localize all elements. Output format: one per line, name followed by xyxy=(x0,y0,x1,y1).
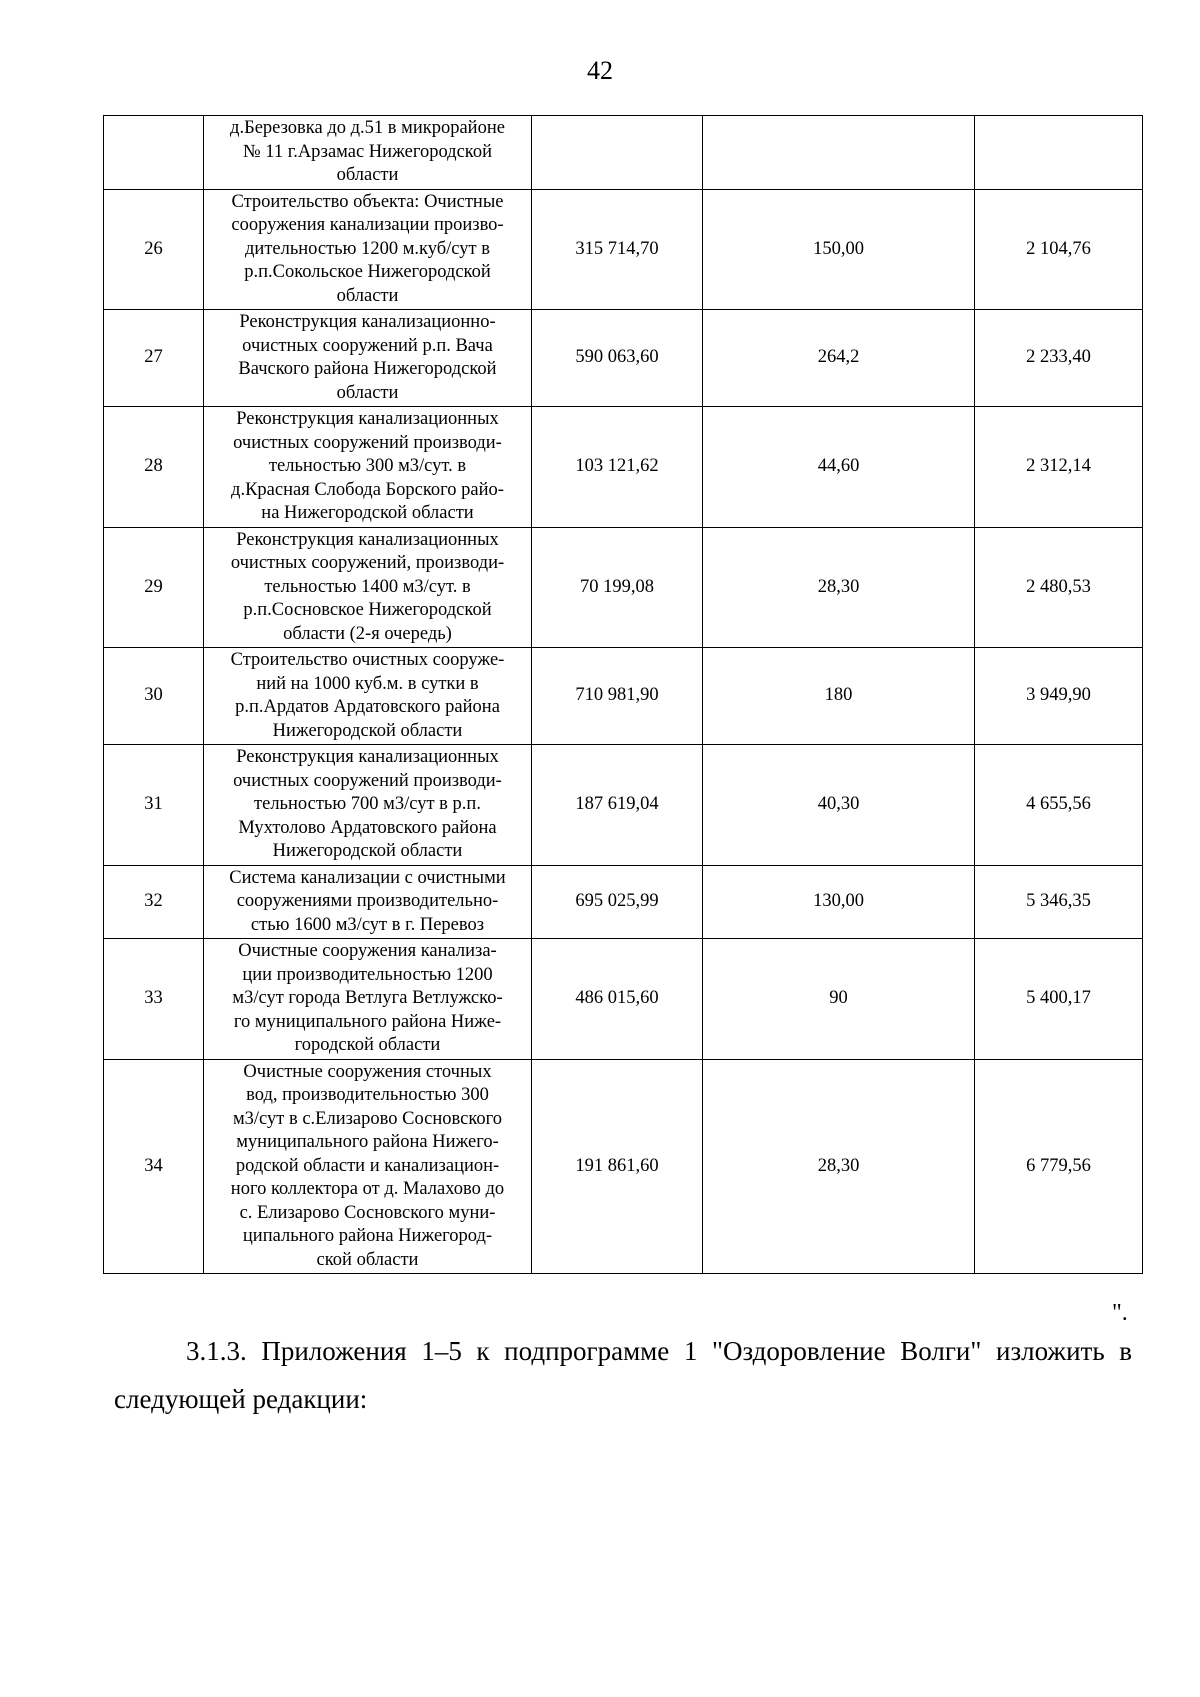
page-number: 42 xyxy=(587,56,613,85)
table-row xyxy=(104,189,1143,310)
capacity-value-cell: 130,00 xyxy=(703,865,975,939)
cost-value-cell: 590 063,60 xyxy=(532,310,703,407)
row-number-cell: 26 xyxy=(104,189,204,310)
capacity-value-cell: 40,30 xyxy=(703,745,975,866)
unit-cost-value-cell: 5 400,17 xyxy=(975,939,1143,1060)
table-body xyxy=(104,116,1143,1274)
cost-value-cell: 103 121,62 xyxy=(532,407,703,528)
cost-value-cell: 191 861,60 xyxy=(532,1059,703,1274)
table-row xyxy=(104,310,1143,407)
table-row xyxy=(104,1059,1143,1274)
object-name-cell: Очистные сооружения канализа- ции производительностью 1200 м3/сут города Ветлуга Ветлужско- го муниципального района Ниже- городской области xyxy=(204,939,532,1060)
table-row xyxy=(104,865,1143,939)
cost-value-cell xyxy=(532,116,703,190)
unit-cost-value-cell: 2 480,53 xyxy=(975,527,1143,648)
capacity-value-cell: 28,30 xyxy=(703,527,975,648)
cost-value-cell: 315 714,70 xyxy=(532,189,703,310)
object-name-cell: Строительство объекта: Очистные сооружения канализации произво- дительностью 1200 м.куб/сут в р.п.Сокольское Нижегородской области xyxy=(204,189,532,310)
unit-cost-value-cell: 2 233,40 xyxy=(975,310,1143,407)
table-row xyxy=(104,939,1143,1060)
object-name-cell: Реконструкция канализационных очистных сооружений, производи- тельностью 1400 м3/сут. в р.п.Сосновское Нижегородской области (2-я очередь) xyxy=(204,527,532,648)
object-name-cell: Система канализации с очистными сооружениями производительно- стью 1600 м3/сут в г. Перевоз xyxy=(204,865,532,939)
closing-quote-mark: ". xyxy=(1112,1300,1128,1326)
data-table xyxy=(103,115,1143,1274)
unit-cost-value-cell: 2 104,76 xyxy=(975,189,1143,310)
object-name-cell: д.Березовка до д.51 в микрорайоне № 11 г.Арзамас Нижегородской области xyxy=(204,116,532,190)
capacity-value-cell: 44,60 xyxy=(703,407,975,528)
cost-value-cell: 710 981,90 xyxy=(532,648,703,745)
capacity-value-cell: 90 xyxy=(703,939,975,1060)
table-row xyxy=(104,116,1143,190)
unit-cost-value-cell: 5 346,35 xyxy=(975,865,1143,939)
unit-cost-value-cell xyxy=(975,116,1143,190)
capacity-value-cell: 264,2 xyxy=(703,310,975,407)
row-number-cell: 28 xyxy=(104,407,204,528)
row-number-cell xyxy=(104,116,204,190)
table-row xyxy=(104,407,1143,528)
cost-value-cell: 486 015,60 xyxy=(532,939,703,1060)
body-paragraph: 3.1.3. Приложения 1–5 к подпрограмме 1 "Оздоровление Волги" изложить в следующей редакции: xyxy=(114,1336,1132,1414)
object-name-cell: Реконструкция канализационных очистных сооружений производи- тельностью 700 м3/сут в р.п. Мухтолово Ардатовского района Нижегородской области xyxy=(204,745,532,866)
row-number-cell: 33 xyxy=(104,939,204,1060)
capacity-value-cell: 150,00 xyxy=(703,189,975,310)
row-number-cell: 34 xyxy=(104,1059,204,1274)
row-number-cell: 30 xyxy=(104,648,204,745)
unit-cost-value-cell: 2 312,14 xyxy=(975,407,1143,528)
capacity-value-cell xyxy=(703,116,975,190)
table-row xyxy=(104,527,1143,648)
row-number-cell: 31 xyxy=(104,745,204,866)
cost-value-cell: 70 199,08 xyxy=(532,527,703,648)
cost-value-cell: 187 619,04 xyxy=(532,745,703,866)
cost-value-cell: 695 025,99 xyxy=(532,865,703,939)
row-number-cell: 27 xyxy=(104,310,204,407)
table-row xyxy=(104,648,1143,745)
unit-cost-value-cell: 4 655,56 xyxy=(975,745,1143,866)
capacity-value-cell: 28,30 xyxy=(703,1059,975,1274)
capacity-value-cell: 180 xyxy=(703,648,975,745)
object-name-cell: Реконструкция канализационных очистных сооружений производи- тельностью 300 м3/сут. в д.Красная Слобода Борского райо- на Нижегородской области xyxy=(204,407,532,528)
row-number-cell: 32 xyxy=(104,865,204,939)
object-name-cell: Реконструкция канализационно- очистных сооружений р.п. Вача Вачского района Нижегородской области xyxy=(204,310,532,407)
unit-cost-value-cell: 3 949,90 xyxy=(975,648,1143,745)
object-name-cell: Строительство очистных сооруже- ний на 1000 куб.м. в сутки в р.п.Ардатов Ардатовского района Нижегородской области xyxy=(204,648,532,745)
object-name-cell: Очистные сооружения сточных вод, производительностью 300 м3/сут в с.Елизарово Сосновского муниципального района Нижего- родской области и канализацион- ного коллектора от д. Малахово до с. Елизарово Сосновского муни- ципального района Нижегород- ской области xyxy=(204,1059,532,1274)
table-row xyxy=(104,745,1143,866)
unit-cost-value-cell: 6 779,56 xyxy=(975,1059,1143,1274)
row-number-cell: 29 xyxy=(104,527,204,648)
